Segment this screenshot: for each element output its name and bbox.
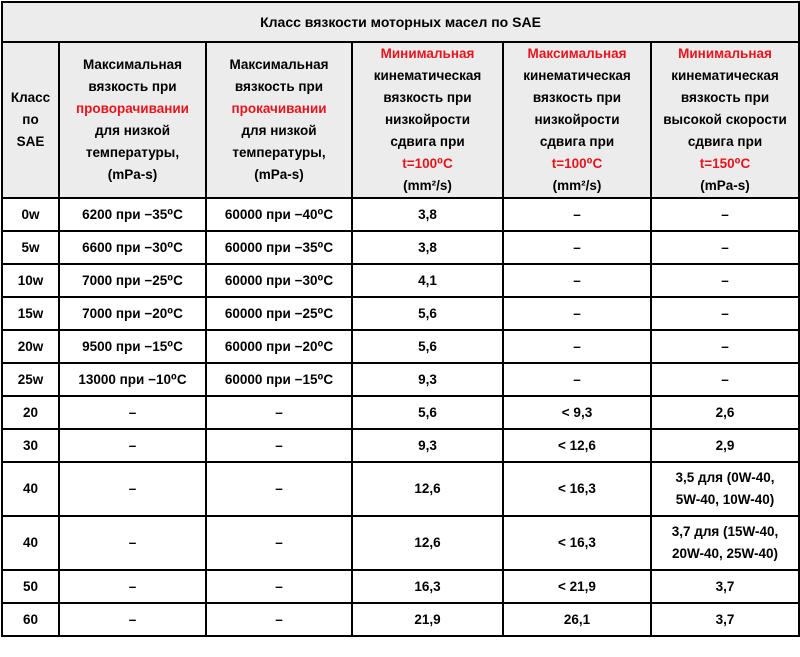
max-kinematic-cell: < 9,3 [503,396,651,429]
cranking-cell: 9500 при −15⁰C [59,330,206,363]
cranking-cell: – [59,429,206,462]
hths-cell [651,603,799,636]
min-kinematic-cell: 12,6 [352,462,503,516]
table-body [2,198,799,636]
max-kinematic-cell: – [503,297,651,330]
cranking-cell: – [59,603,206,636]
sae-class-cell: 10w [2,264,59,297]
max-kinematic-cell: < 16,3 [503,462,651,516]
table-row [2,462,799,516]
pumping-cell: 60000 при −20⁰C [206,330,352,363]
header-row [2,42,799,198]
hths-line: – [721,272,729,288]
min-kinematic-cell: 21,9 [352,603,503,636]
hths-line: – [721,371,729,387]
pumping-cell: 60000 при −15⁰C [206,363,352,396]
hths-cell [651,231,799,264]
sae-class-cell: 20w [2,330,59,363]
sae-class-cell: 60 [2,603,59,636]
sae-class-cell: 30 [2,429,59,462]
min-kinematic-cell: 5,6 [352,396,503,429]
pumping-cell: 60000 при −35⁰C [206,231,352,264]
table-row [2,264,799,297]
header-pumping-viscosity: Максимальная вязкость при прокачивании для низкой температуры, (mPa-s) [206,42,352,198]
header-hths-viscosity: Минимальная кинематическая вязкость при высокой скорости сдвига при t=150⁰C (mPa-s) [651,42,799,198]
header-sae-class: Класс по SAE [2,42,59,198]
cranking-cell: 6200 при −35⁰C [59,198,206,231]
min-kinematic-cell: 5,6 [352,297,503,330]
pumping-cell: 60000 при −40⁰C [206,198,352,231]
hths-line: 3,7 [715,578,735,594]
pumping-cell: – [206,570,352,603]
table-row [2,198,799,231]
pumping-cell: – [206,429,352,462]
hths-cell [651,363,799,396]
hths-cell [651,264,799,297]
table-row [2,516,799,570]
sae-class-cell: 0w [2,198,59,231]
min-kinematic-cell: 3,8 [352,231,503,264]
max-kinematic-cell: – [503,198,651,231]
hths-cell [651,198,799,231]
hths-cell [651,396,799,429]
pumping-cell: 60000 при −25⁰C [206,297,352,330]
hths-line: 3,7 для (15W-40, [671,524,779,539]
hths-line: – [721,239,729,255]
cranking-cell: – [59,516,206,570]
max-kinematic-cell: – [503,264,651,297]
hths-line: 2,9 [715,437,735,453]
min-kinematic-cell: 9,3 [352,429,503,462]
hths-cell [651,429,799,462]
min-kinematic-cell: 5,6 [352,330,503,363]
hths-line: – [721,305,729,321]
max-kinematic-cell: < 12,6 [503,429,651,462]
min-kinematic-cell: 4,1 [352,264,503,297]
header-cranking-viscosity: Максимальная вязкость при проворачивании для низкой температуры, (mPa-s) [59,42,206,198]
header-max-kinematic-viscosity: Максимальная кинематическая вязкость при низкойрости сдвига при t=100⁰C (mm²/s) [503,42,651,198]
hths-cell [651,570,799,603]
hths-cell [651,330,799,363]
max-kinematic-cell: 26,1 [503,603,651,636]
cranking-cell: 7000 при −20⁰C [59,297,206,330]
hths-line: 5W-40, 10W-40) [675,492,775,507]
table-row [2,363,799,396]
min-kinematic-cell: 12,6 [352,516,503,570]
cranking-cell: – [59,462,206,516]
sae-class-cell: 15w [2,297,59,330]
max-kinematic-cell: < 21,9 [503,570,651,603]
cranking-cell: – [59,570,206,603]
cranking-cell: 7000 при −25⁰C [59,264,206,297]
sae-class-cell: 5w [2,231,59,264]
hths-line: 20W-40, 25W-40) [672,546,779,561]
cranking-cell: 6600 при −30⁰C [59,231,206,264]
sae-class-cell: 20 [2,396,59,429]
hths-line: 3,5 для (0W-40, [675,470,775,485]
table-row [2,603,799,636]
table-row [2,330,799,363]
cranking-cell: 13000 при −10⁰C [59,363,206,396]
hths-line: – [721,338,729,354]
min-kinematic-cell: 3,8 [352,198,503,231]
hths-cell [651,297,799,330]
pumping-cell: – [206,603,352,636]
max-kinematic-cell: < 16,3 [503,516,651,570]
sae-class-cell: 25w [2,363,59,396]
pumping-cell: 60000 при −30⁰C [206,264,352,297]
max-kinematic-cell: – [503,363,651,396]
header-min-kinematic-viscosity: Минимальная кинематическая вязкость при низкойрости сдвига при t=100⁰C (mm²/s) [352,42,503,198]
table-title: Класс вязкости моторных масел по SAE [2,2,799,42]
hths-line: – [721,206,729,222]
table-row [2,429,799,462]
max-kinematic-cell: – [503,330,651,363]
sae-class-cell: 40 [2,516,59,570]
table-row [2,396,799,429]
sae-class-cell: 50 [2,570,59,603]
sae-class-cell: 40 [2,462,59,516]
sae-viscosity-table [1,1,800,637]
pumping-cell: – [206,462,352,516]
table-row [2,297,799,330]
max-kinematic-cell: – [503,231,651,264]
pumping-cell: – [206,396,352,429]
min-kinematic-cell: 16,3 [352,570,503,603]
hths-line: 3,7 [715,611,735,627]
pumping-cell: – [206,516,352,570]
hths-line: 2,6 [715,404,735,420]
min-kinematic-cell: 9,3 [352,363,503,396]
table-row [2,570,799,603]
cranking-cell: – [59,396,206,429]
hths-cell [651,462,799,516]
table-row [2,231,799,264]
hths-cell [651,516,799,570]
